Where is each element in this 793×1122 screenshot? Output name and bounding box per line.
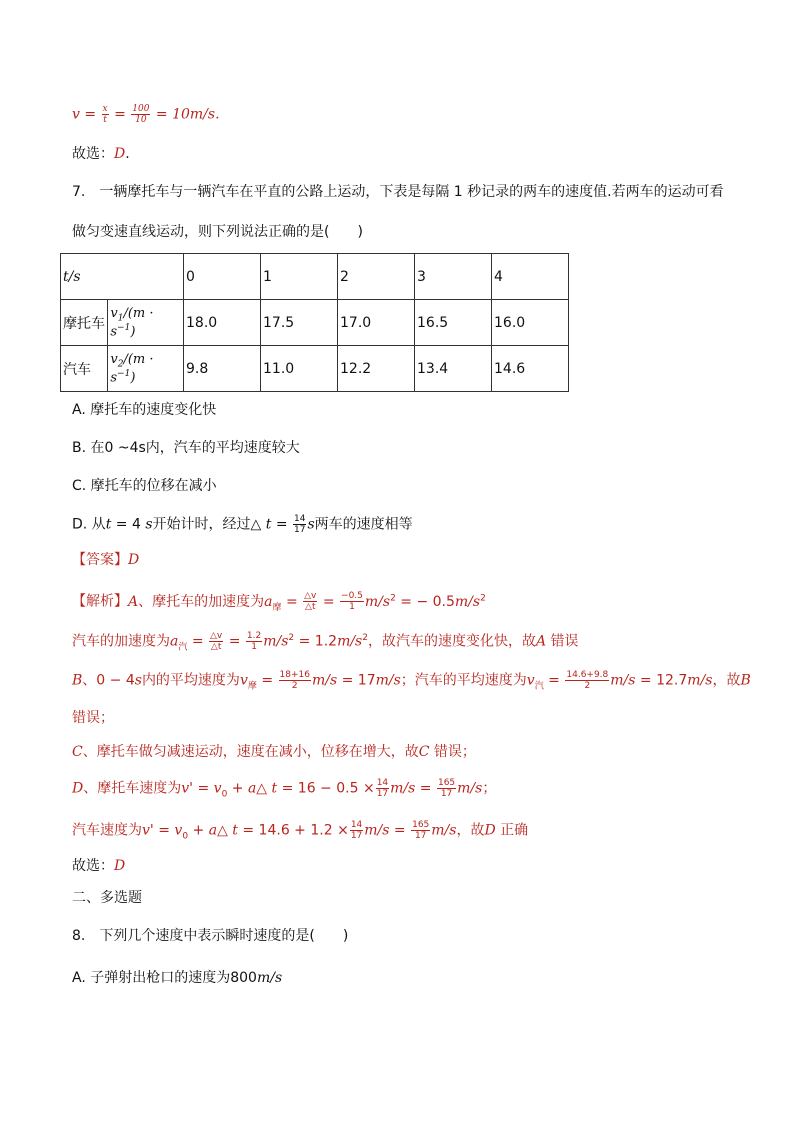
section-multi-choice: 二、多选题: [72, 890, 142, 906]
table-cell: 12.2: [338, 346, 415, 392]
answer-value: D: [128, 552, 140, 568]
velocity-equation: v = $\frac{x}{t}$ = $\frac{100}{10}$ = 10m/s.: [72, 104, 220, 125]
select-answer: 故选：D: [72, 858, 126, 874]
table-cell: 14.6: [492, 346, 569, 392]
question-7-line-2: 做匀变速直线运动，则下列说法正确的是( ): [72, 224, 363, 240]
vehicle-name: 汽车: [61, 346, 108, 392]
table-cell: 9.8: [184, 346, 261, 392]
question-8-option-a: A. 子弹射出枪口的速度为800m/s: [72, 970, 283, 986]
table-cell: 13.4: [415, 346, 492, 392]
time-cell: 1: [261, 254, 338, 300]
option-b: B. 在0 ~4s内，汽车的平均速度较大: [72, 440, 300, 456]
analysis-label: 【解析】: [72, 593, 128, 610]
time-cell: 0: [184, 254, 261, 300]
analysis-d-line-1: D、摩托车速度为$v' = v_0$ + a△ t = 16 − 0.5 × $\frac{14}{17}$ m/s = $\frac{165}{17}$ m/s；: [72, 778, 497, 800]
velocity-unit: $v_2/(m \cdot s^{-1})$: [108, 346, 184, 392]
answer: [72, 550, 139, 570]
table-row: [61, 300, 569, 346]
table-cell: 17.0: [338, 300, 415, 346]
option-a: A. 摩托车的速度变化快: [72, 402, 217, 418]
option-d: D. 从t = 4 s开始计时，经过△ t = $\frac{14}{17}$ s两车的速度相等: [72, 514, 413, 535]
option-c: C. 摩托车的位移在减小: [72, 478, 217, 494]
table-cell: 11.0: [261, 346, 338, 392]
table-cell: 16.0: [492, 300, 569, 346]
analysis-d-line-2: 汽车速度为$v' = v_0$ + a△ t = 14.6 + 1.2 × $\frac{14}{17}$ m/s = $\frac{165}{17}$ m/s，故D 正确: [72, 820, 529, 842]
select-answer-prev: 故选：D.: [72, 146, 130, 162]
table-cell: 18.0: [184, 300, 261, 346]
time-cell: 4: [492, 254, 569, 300]
table-row: [61, 346, 569, 392]
answer-label: 【答案】: [72, 552, 128, 568]
time-header-label: t/s: [61, 254, 184, 300]
analysis-b-line-2: 错误；: [72, 710, 114, 726]
velocity-unit: $v_1/(m \cdot s^{-1})$: [108, 300, 184, 346]
question-7-line-1: 7. 一辆摩托车与一辆汽车在平直的公路上运动，下表是每隔 1 秒记录的两车的速度值.若两车的运动可看: [72, 184, 724, 200]
question-8: 8. 下列几个速度中表示瞬时速度的是( ): [72, 928, 349, 944]
time-cell: 3: [415, 254, 492, 300]
velocity-table: [60, 253, 569, 392]
analysis-c: C、摩托车做匀减速运动，速度在减小，位移在增大，故C 错误；: [72, 744, 476, 760]
table-cell: 16.5: [415, 300, 492, 346]
table-cell: 17.5: [261, 300, 338, 346]
time-cell: 2: [338, 254, 415, 300]
vehicle-name: 摩托车: [61, 300, 108, 346]
analysis-a-line-1: 【解析】A、摩托车的加速度为$a_摩$ = $\frac{\triangle v}{\triangle t}$ = $\frac{-0.5}{1}$ $m/s^2$ = − $0.5m/s^2$: [72, 591, 486, 613]
analysis-a-line-2: 汽车的加速度为$a_汽$ = $\frac{\triangle v}{\triangle t}$ = $\frac{1.2}{1}$ $m/s^2 = 1.2m/s^2$，故汽车的速度变化快，故A 错误: [72, 631, 579, 653]
analysis-b-line-1: B、0 − 4s内的平均速度为$v_摩$ = $\frac{18+16}{2}$ m/s = 17m/s；汽车的平均速度为$v_汽$ = $\frac{14.6+9.8}{2}$ m/s = 12.7m/s，故B: [72, 670, 751, 692]
table-header-row: [61, 254, 569, 300]
